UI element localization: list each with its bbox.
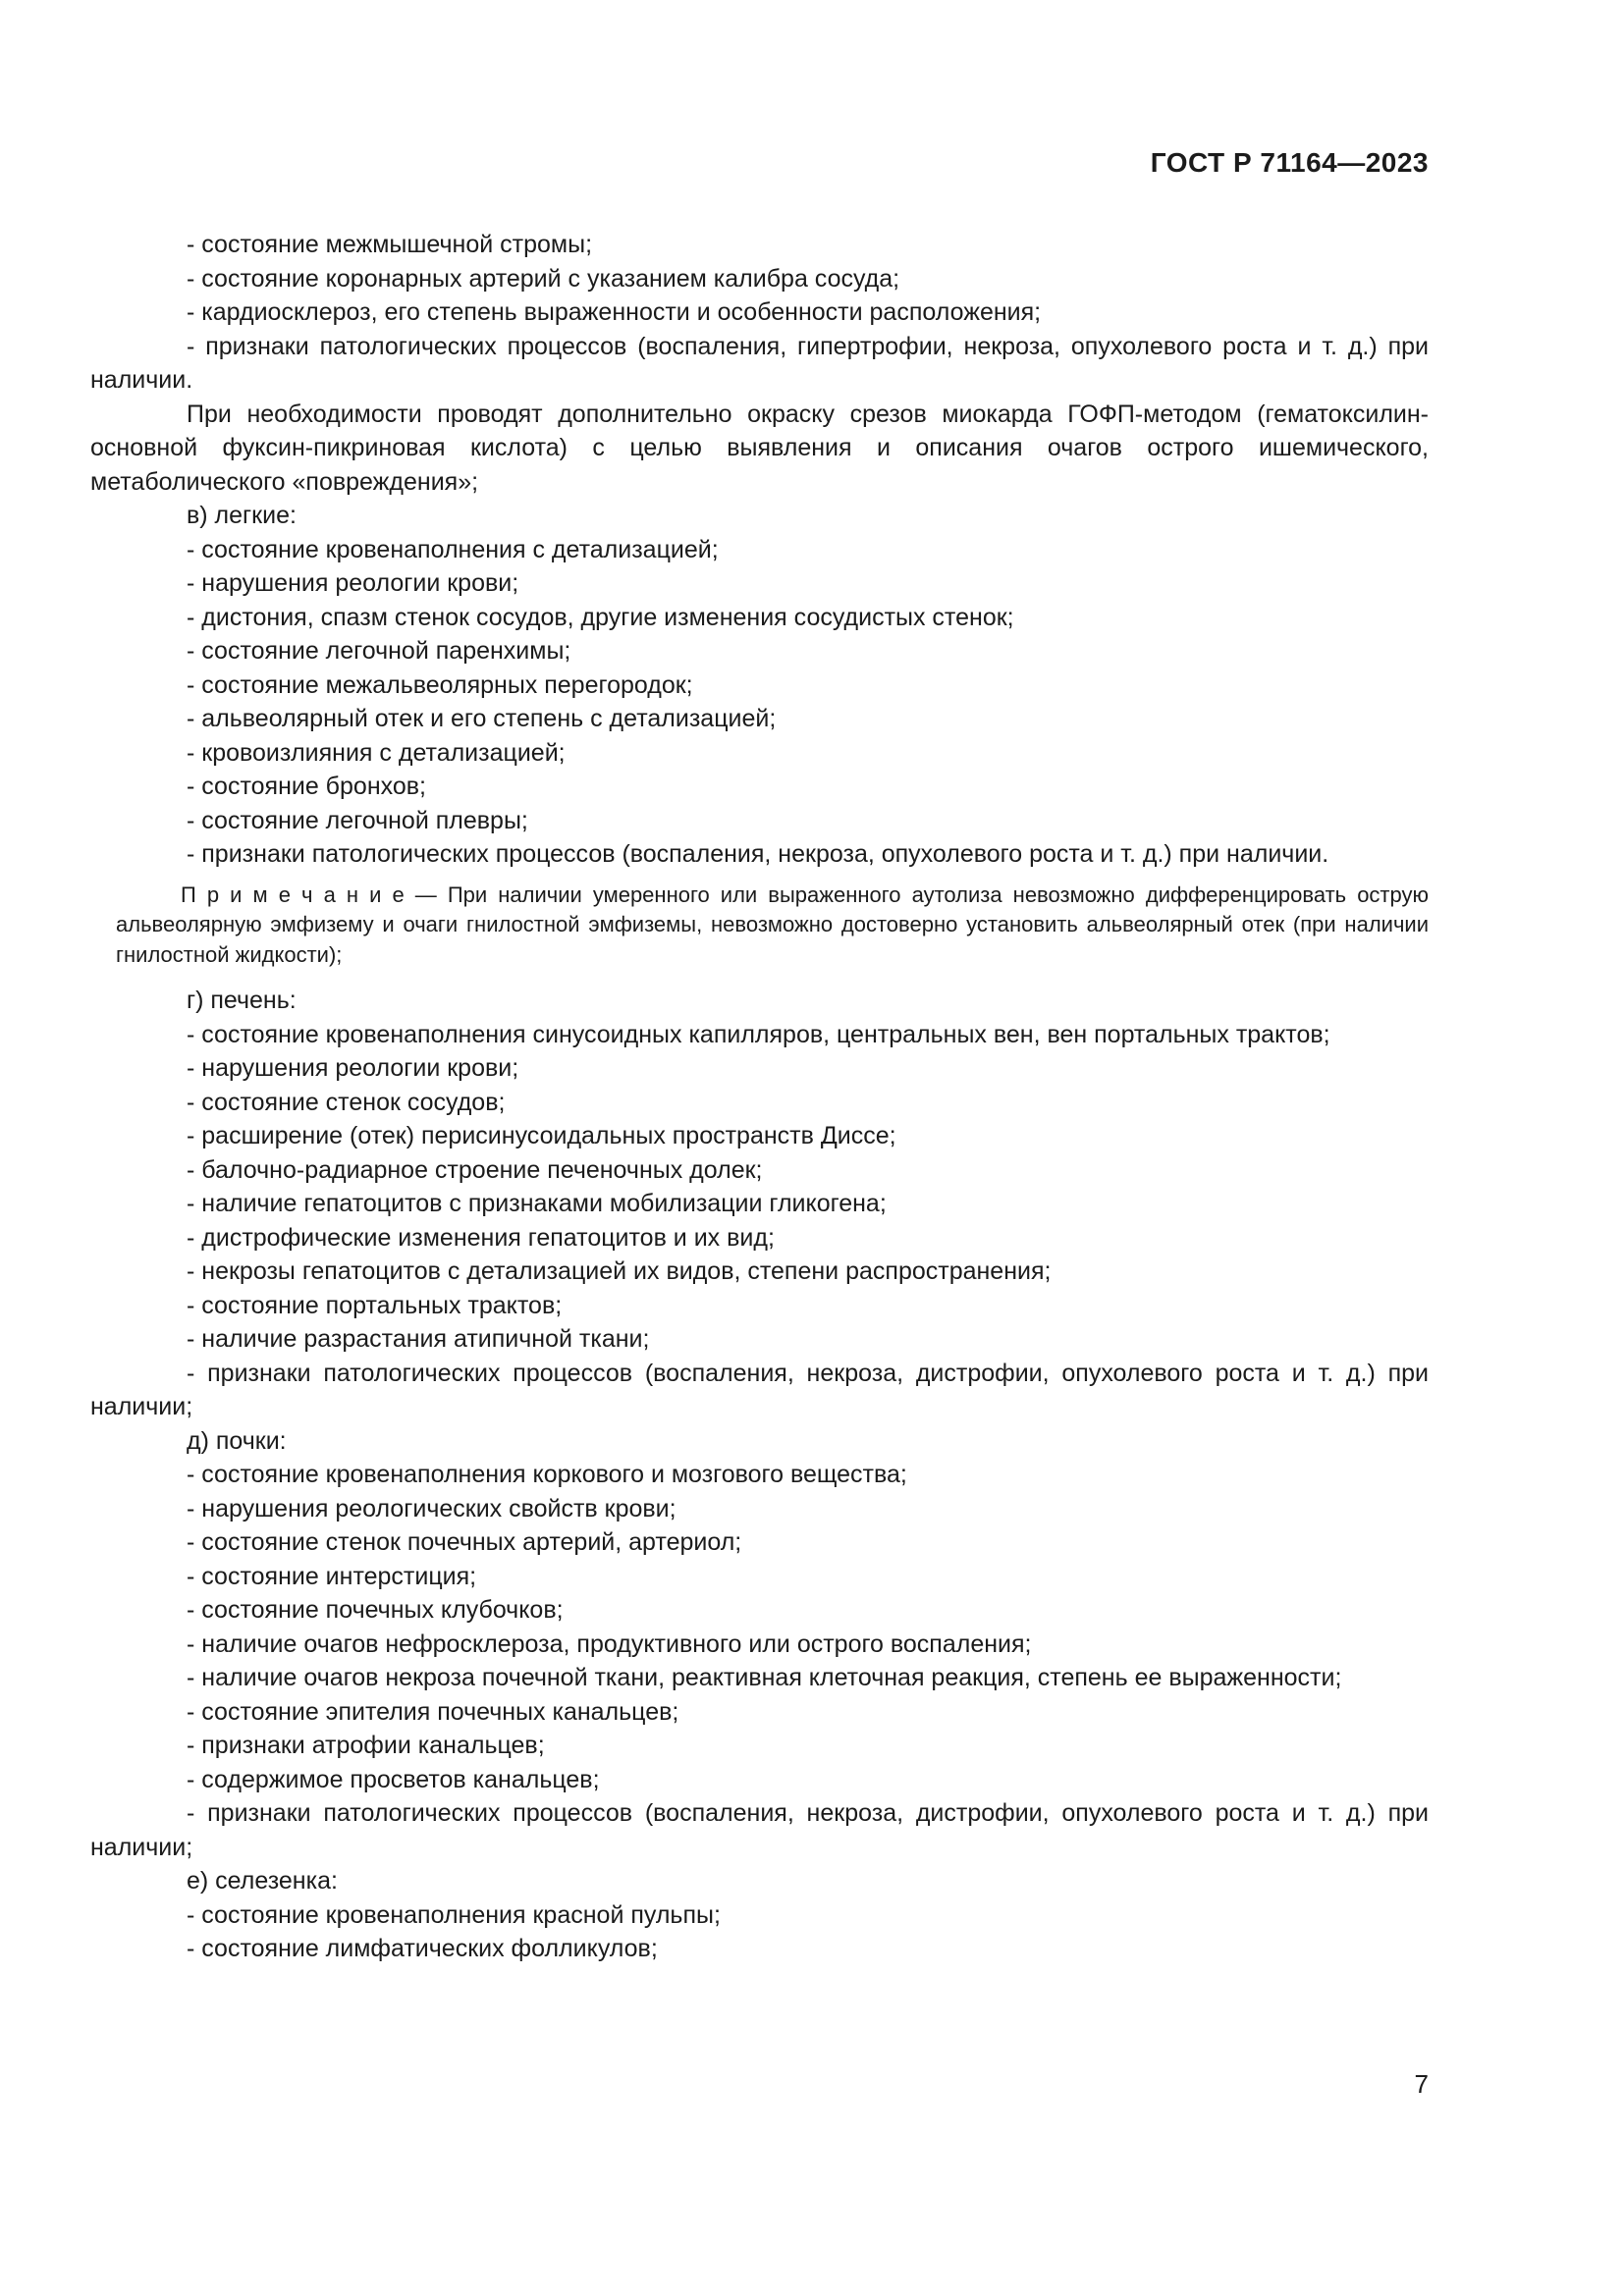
- list-item: - нарушения реологии крови;: [187, 569, 519, 597]
- list-item: - состояние коронарных артерий с указанием калибра сосуда;: [187, 264, 900, 293]
- list-item: - нарушения реологии крови;: [187, 1054, 519, 1082]
- list-item: - состояние межмышечной стромы;: [187, 231, 593, 258]
- list-item: - состояние кровенаполнения красной пульпы;: [187, 1900, 721, 1929]
- list-item: - состояние межальвеолярных перегородок;: [187, 670, 693, 699]
- list-item: - состояние стенок почечных артерий, артериол;: [187, 1528, 742, 1556]
- list-item: - кровоизлияния с детализацией;: [187, 738, 566, 767]
- list-item: - состояние бронхов;: [187, 773, 426, 800]
- list-item: г) печень:: [187, 987, 297, 1014]
- document-body: [90, 228, 1429, 1966]
- list-item: - дистония, спазм стенок сосудов, другие изменения сосудистых стенок;: [187, 603, 1014, 631]
- list-item: - состояние стенок сосудов;: [187, 1088, 506, 1116]
- page-number: 7: [1414, 2069, 1429, 2099]
- list-item: - наличие очагов некроза почечной ткани, реактивная клеточная реакция, степень ее выраженности;: [187, 1664, 1342, 1691]
- list-item: - состояние легочной плевры;: [187, 806, 528, 834]
- list-item: - балочно-радиарное строение печеночных долек;: [187, 1155, 763, 1184]
- list-item: - состояние кровенаполнения синусоидных капилляров, центральных вен, вен портальных трактов;: [187, 1020, 1330, 1048]
- list-item: - наличие разрастания атипичной ткани;: [187, 1325, 650, 1353]
- document-header-standard-number: ГОСТ Р 71164—2023: [1150, 147, 1429, 178]
- list-item: - содержимое просветов канальцев;: [187, 1765, 600, 1793]
- list-item: - состояние кровенаполнения с детализацией;: [187, 535, 719, 563]
- list-item: е) селезенка:: [187, 1867, 338, 1895]
- list-item: - признаки патологических процессов (воспаления, некроза, дистрофии, опухолевого роста и т. д.) при наличии;: [90, 1799, 1429, 1861]
- list-item: - наличие гепатоцитов с признаками мобилизации гликогена;: [187, 1190, 887, 1217]
- list-item: - признаки патологических процессов (воспаления, некроза, опухолевого роста и т. д.) при наличии.: [187, 840, 1329, 868]
- list-item: - признаки атрофии канальцев;: [187, 1732, 545, 1759]
- list-item: - наличие очагов нефросклероза, продуктивного или острого воспаления;: [187, 1629, 1032, 1658]
- list-item: - состояние портальных трактов;: [187, 1291, 563, 1319]
- list-item: - состояние эпителия почечных канальцев;: [187, 1697, 679, 1726]
- note: П р и м е ч а н и е — При наличии умеренного или выраженного аутолиза невозможно дифференцировать острую альвеолярную эмфизему и очаги гнилостной эмфиземы, невозможно достоверно установить альвеолярный отек (при наличии гнилостной жидкости);: [116, 881, 1429, 967]
- list-item: - дистрофические изменения гепатоцитов и их вид;: [187, 1223, 775, 1252]
- list-item: - признаки патологических процессов (воспаления, гипертрофии, некроза, опухолевого роста и т. д.) при наличии.: [90, 332, 1429, 394]
- list-item: - расширение (отек) перисинусоидальных пространств Диссе;: [187, 1122, 896, 1149]
- list-item: - состояние почечных клубочков;: [187, 1596, 564, 1624]
- list-item: - состояние интерстиция;: [187, 1562, 477, 1590]
- list-item: - альвеолярный отек и его степень с детализацией;: [187, 705, 777, 732]
- list-item: - состояние лимфатических фолликулов;: [187, 1935, 658, 1962]
- paragraph: При необходимости проводят дополнительно окраску срезов миокарда ГОФП-методом (гематоксилин-основной фуксин-пикриновая кислота) с целью выявления и описания очагов острого ишемического, метаболического «повреждения»;: [90, 400, 1429, 496]
- list-item: - кардиосклероз, его степень выраженности и особенности расположения;: [187, 298, 1042, 326]
- list-item: - нарушения реологических свойств крови;: [187, 1494, 677, 1522]
- list-item: д) почки:: [187, 1426, 287, 1455]
- list-item: - признаки патологических процессов (воспаления, некроза, дистрофии, опухолевого роста и т. д.) при наличии;: [90, 1359, 1429, 1420]
- list-item: в) легкие:: [187, 502, 297, 529]
- list-item: - состояние кровенаполнения коркового и мозгового вещества;: [187, 1461, 907, 1488]
- list-item: - некрозы гепатоцитов с детализацией их видов, степени распространения;: [187, 1257, 1052, 1285]
- list-item: - состояние легочной паренхимы;: [187, 637, 571, 665]
